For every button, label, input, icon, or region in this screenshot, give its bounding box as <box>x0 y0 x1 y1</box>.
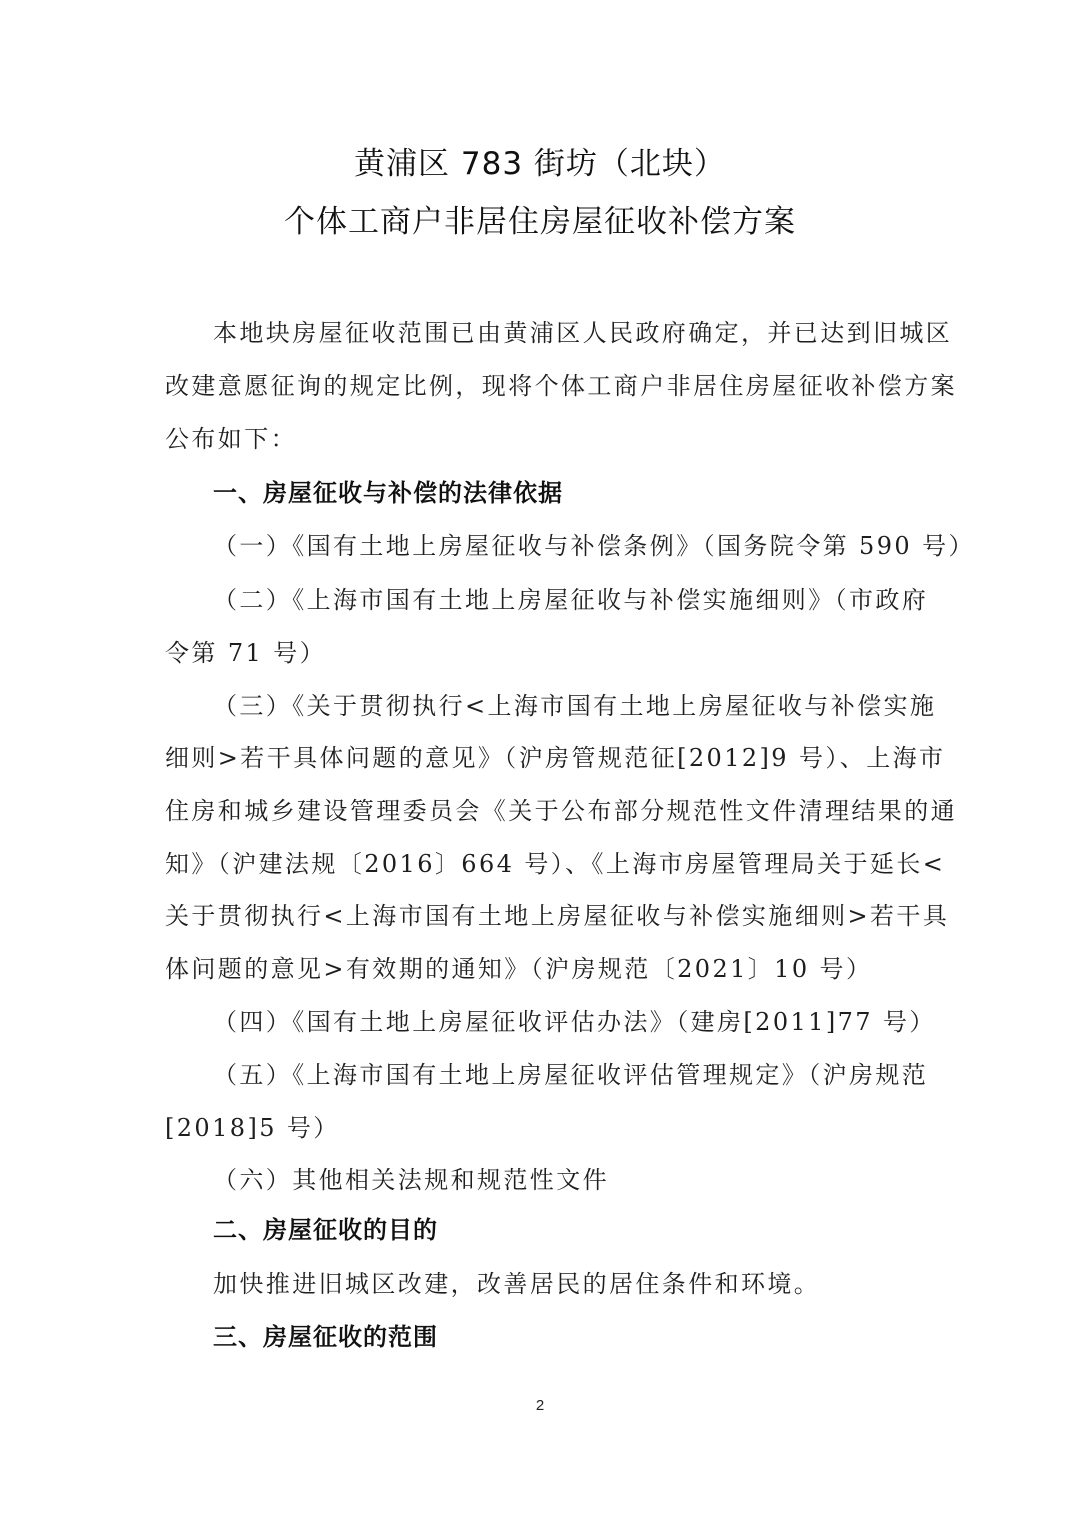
basis-item-3-line-3: 住房和城乡建设管理委员会《关于公布部分规范性文件清理结果的通 <box>165 797 957 825</box>
basis-item-5-line-2: [2018]5 号） <box>165 1114 340 1142</box>
intro-line-1: 本地块房屋征收范围已由黄浦区人民政府确定，并已达到旧城区 <box>213 319 953 347</box>
document-title-line-2: 个体工商户非居住房屋征收补偿方案 <box>284 204 796 240</box>
section-2-text: 加快推进旧城区改建，改善居民的居住条件和环境。 <box>213 1270 821 1298</box>
section-3-heading: 三、房屋征收的范围 <box>213 1323 438 1351</box>
basis-item-5-line-1: （五）《上海市国有土地上房屋征收评估管理规定》（沪房规范 <box>213 1061 929 1089</box>
basis-item-6: （六）其他相关法规和规范性文件 <box>213 1166 609 1194</box>
intro-line-2: 改建意愿征询的规定比例，现将个体工商户非居住房屋征收补偿方案 <box>165 372 957 400</box>
page-number: 2 <box>535 1397 545 1414</box>
basis-item-3-line-6: 体问题的意见>有效期的通知》（沪房规范〔2021〕10 号） <box>165 955 873 983</box>
basis-item-3-line-4: 知》（沪建法规〔2016〕664 号）、《上海市房屋管理局关于延长< <box>165 850 946 878</box>
section-2-heading: 二、房屋征收的目的 <box>213 1216 438 1244</box>
basis-item-3-line-1: （三）《关于贯彻执行<上海市国有土地上房屋征收与补偿实施 <box>213 692 937 720</box>
basis-item-2-line-1: （二）《上海市国有土地上房屋征收与补偿实施细则》（市政府 <box>213 586 929 614</box>
basis-item-3-line-2: 细则>若干具体问题的意见》（沪房管规范征[2012]9 号）、上海市 <box>165 744 946 772</box>
document-title-line-1: 黄浦区 783 街坊（北块） <box>354 146 726 182</box>
basis-item-2-line-2: 令第 71 号） <box>165 639 326 667</box>
basis-item-3-line-5: 关于贯彻执行<上海市国有土地上房屋征收与补偿实施细则>若干具 <box>165 902 950 930</box>
basis-item-1: （一）《国有土地上房屋征收与补偿条例》（国务院令第 590 号） <box>213 532 975 560</box>
basis-item-4: （四）《国有土地上房屋征收评估办法》（建房[2011]77 号） <box>213 1008 936 1036</box>
intro-line-3: 公布如下： <box>165 425 297 453</box>
section-1-heading: 一、房屋征收与补偿的法律依据 <box>213 479 563 507</box>
